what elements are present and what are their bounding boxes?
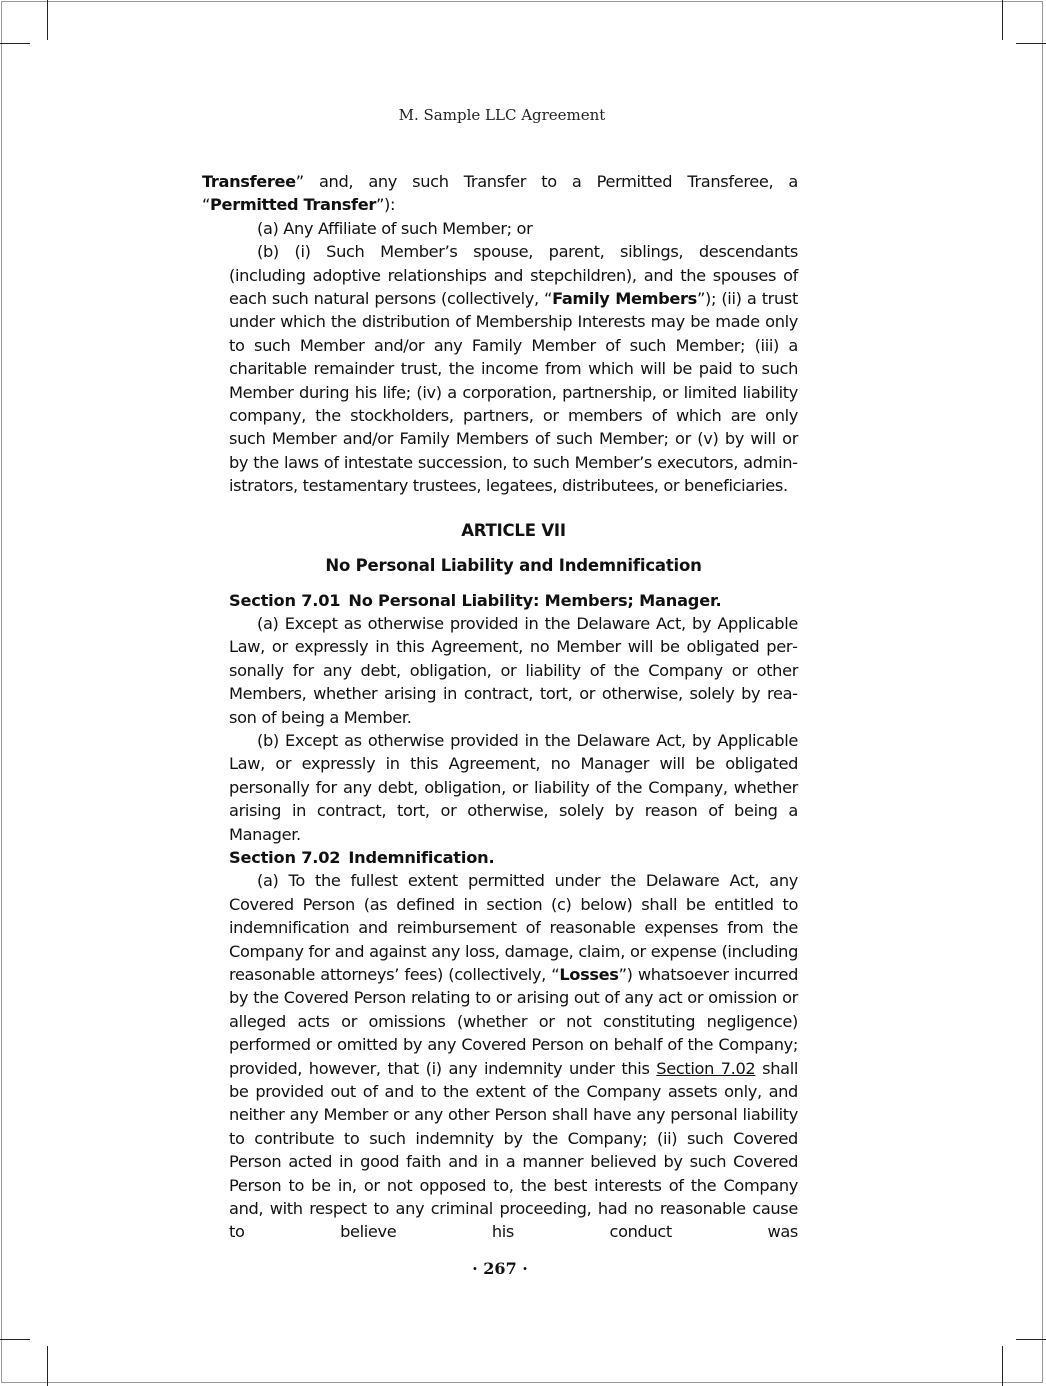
defined-term: Permitted Transfer — [210, 195, 376, 215]
defined-term: Family Members — [552, 289, 697, 309]
article-subtitle: No Personal Liability and Indemnification — [325, 556, 702, 576]
section-heading: Section 7.01 No Personal Liability: Members; Manager. — [229, 590, 722, 610]
crop-mark — [47, 1346, 48, 1386]
crop-mark — [1016, 43, 1046, 44]
crop-mark — [0, 43, 30, 44]
document-body — [202, 170, 798, 1244]
section-paragraph: (b) Except as otherwise provided in the Delaware Act, by Applicable Law, or expressly in this Agreement, no Manager will be obligated personally for any debt, obligation, or liability of the Company, whether arising in contract, tort, or otherwise, solely by reason of being a Manager. — [229, 730, 798, 844]
section-heading: Section 7.02 Indemnification. — [229, 847, 495, 867]
crop-mark — [47, 0, 48, 40]
section-reference: Section 7.02 — [656, 1058, 756, 1078]
list-item-a: (a) Any Affiliate of such Member; or — [257, 218, 533, 238]
paragraph-transferee: Transferee” and, any such Transfer to a Permitted Transferee, a “Permitted Transfer”): — [202, 172, 798, 215]
crop-mark — [1002, 0, 1003, 40]
crop-mark — [1016, 1339, 1046, 1340]
article-title: ARTICLE VII — [461, 520, 566, 540]
section-paragraph: (a) To the fullest extent permitted under the Delaware Act, any Covered Person (as defined in section (c) below) shall be entitled to indemnification and reimbursement of reasonable expenses from the Company for and against any loss, damage, claim, or expense (including reasonable attorneys’ fees) (collectively, “Losses”) whatsoever incurred by the Covered Person relating to or arising out of any act or omission or alleged acts or omissions (whether or not constituting negligence) performed or omitted by any Covered Person on behalf of the Company; provided, however, that (i) any indemnity under this Section 7.02 shall be provided out of and to the extent of the Company assets only, and neither any Member or any other Person shall have any personal liability to contribute to such indemnity by the Company; (ii) such Covered Person acted in good faith and in a manner believed by such Covered Person to be in, or not opposed to, the best interests of the Company and, with respect to any criminal proceeding, had no reasonable cause to believe his conduct was — [229, 871, 798, 1242]
crop-mark — [0, 1339, 30, 1340]
running-head: M. Sample LLC Agreement — [398, 106, 606, 124]
section-paragraph: (a) Except as otherwise provided in the Delaware Act, by Applicable Law, or expressly in this Agreement, no Member will be obligated personally for any debt, obligation, or liability of the Company or other Members, whether arising in contract, tort, or otherwise, solely by reason of being a Member. — [229, 613, 798, 727]
defined-term: Losses — [559, 965, 619, 984]
crop-mark — [1002, 1346, 1003, 1386]
defined-term: Transferee — [202, 172, 296, 191]
list-item-b: (b) (i) Such Member’s spouse, parent, siblings, descendants (including adoptive relationships and stepchildren), and the spouses of each such natural persons (collectively, “Family Members”); (ii) a trust under which the distribution of Membership Interests may be made only to such Member and/or any Family Member of such Member; (iii) a charitable remainder trust, the income from which will be paid to such Member during his life; (iv) a corporation, partnership, or limited liability company, the stockholders, partners, or members of which are only such Member and/or Family Members of such Member; or (v) by will or by the laws of intestate succession, to such Member’s executors, administrators, testamentary trustees, legatees, distributees, or beneficiaries. — [229, 242, 798, 496]
page-number: · 267 · — [472, 1259, 528, 1278]
